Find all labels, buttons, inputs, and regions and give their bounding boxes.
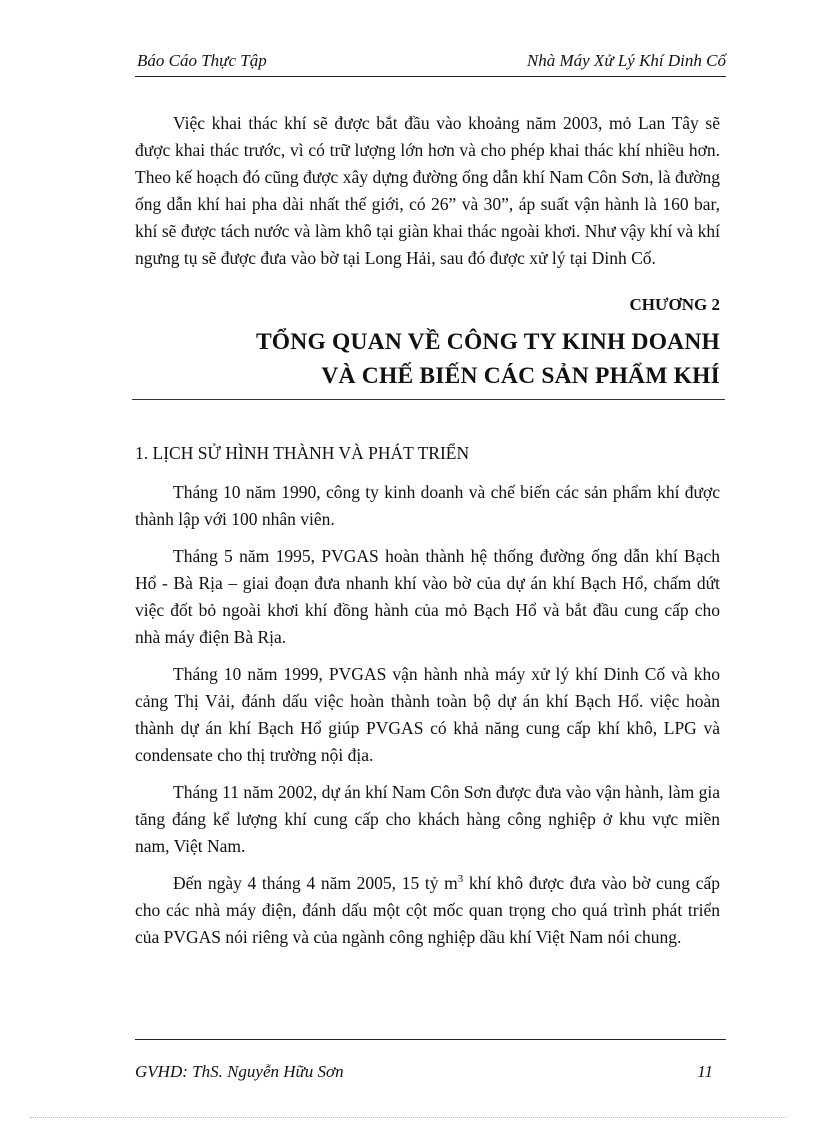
page-header — [135, 51, 726, 77]
page-body — [135, 110, 720, 961]
paragraph-2005-end: khí khô được đưa vào bờ cung cấp cho các nhà máy điện, đánh dấu một cột mốc quan trọng cho quá trình phát triển của PVGAS nói riêng và của ngành công nghiệp dầu khí Việt Nam nói chung. — [135, 873, 720, 947]
chapter-title — [135, 325, 720, 393]
paragraph-2005-start: Đến ngày 4 tháng 4 năm 2005, 15 tỷ m — [173, 873, 458, 893]
chapter-title-line-1: TỔNG QUAN VỀ CÔNG TY KINH DOANH — [255, 329, 720, 355]
footer-supervisor: GVHD: ThS. Nguyễn Hữu Sơn — [135, 1062, 344, 1081]
intro-paragraph: Việc khai thác khí sẽ được bắt đầu vào khoảng năm 2003, mỏ Lan Tây sẽ được khai thác trước, vì có trữ lượng lớn hơn và cho phép khai thác khí nhiều hơn. Theo kế hoạch đó cũng được xây dựng đường ống dẫn khí Nam Côn Sơn, là đường ống dẫn khí hai pha dài nhất thế giới, có 26” và 30”, áp suất vận hành là 160 bar, khí sẽ được tách nước và làm khô tại giàn khai thác ngoài khơi. Như vậy khí và khí ngưng tụ sẽ được đưa vào bờ tại Long Hải, sau đó được xử lý tại Dinh Cố. — [135, 113, 720, 268]
history-paragraph-2005 — [135, 870, 720, 951]
header-plant-name: Nhà Máy Xử Lý Khí Dinh Cố — [526, 51, 726, 70]
history-paragraph-1995: Tháng 5 năm 1995, PVGAS hoàn thành hệ thống đường ống dẫn khí Bạch Hổ - Bà Rịa – giai đoạn đưa nhanh khí vào bờ của dự án khí Bạch Hổ, chấm dứt việc đốt bỏ ngoài khơi khí đồng hành của mỏ Bạch Hổ và bắt đầu cung cấp cho nhà máy điện Bà Rịa. — [135, 546, 720, 647]
footer-divider — [135, 1039, 726, 1040]
header-report-title: Báo Cáo Thực Tập — [137, 51, 267, 70]
section-heading: 1. LỊCH SỬ HÌNH THÀNH VÀ PHÁT TRIỂN — [135, 443, 470, 463]
chapter-title-line-2: VÀ CHẾ BIẾN CÁC SẢN PHẨM KHÍ — [321, 363, 720, 389]
chapter-label: CHƯƠNG 2 — [629, 295, 720, 314]
history-paragraph-1999: Tháng 10 năm 1999, PVGAS vận hành nhà máy xử lý khí Dinh Cố và kho cảng Thị Vải, đánh dấu việc hoàn thành toàn bộ dự án khí Bạch Hổ. việc hoàn thành dự án khí Bạch Hổ giúp PVGAS có khả năng cung cấp khí khô, LPG và condensate cho thị trường nội địa. — [135, 664, 720, 765]
page-number: 11 — [697, 1062, 713, 1081]
header-divider — [135, 76, 726, 77]
history-paragraph-1990: Tháng 10 năm 1990, công ty kinh doanh và chế biến các sản phẩm khí được thành lập với 100 nhân viên. — [135, 482, 720, 529]
cubic-superscript: 3 — [457, 873, 464, 886]
history-paragraph-2002: Tháng 11 năm 2002, dự án khí Nam Côn Sơn được đưa vào vận hành, làm gia tăng đáng kể lượng khí cung cấp cho khách hàng công nghiệp ở khu vực miền nam, Việt Nam. — [135, 782, 720, 856]
chapter-divider — [132, 399, 725, 400]
page-bottom-dotted-line — [30, 1117, 786, 1118]
